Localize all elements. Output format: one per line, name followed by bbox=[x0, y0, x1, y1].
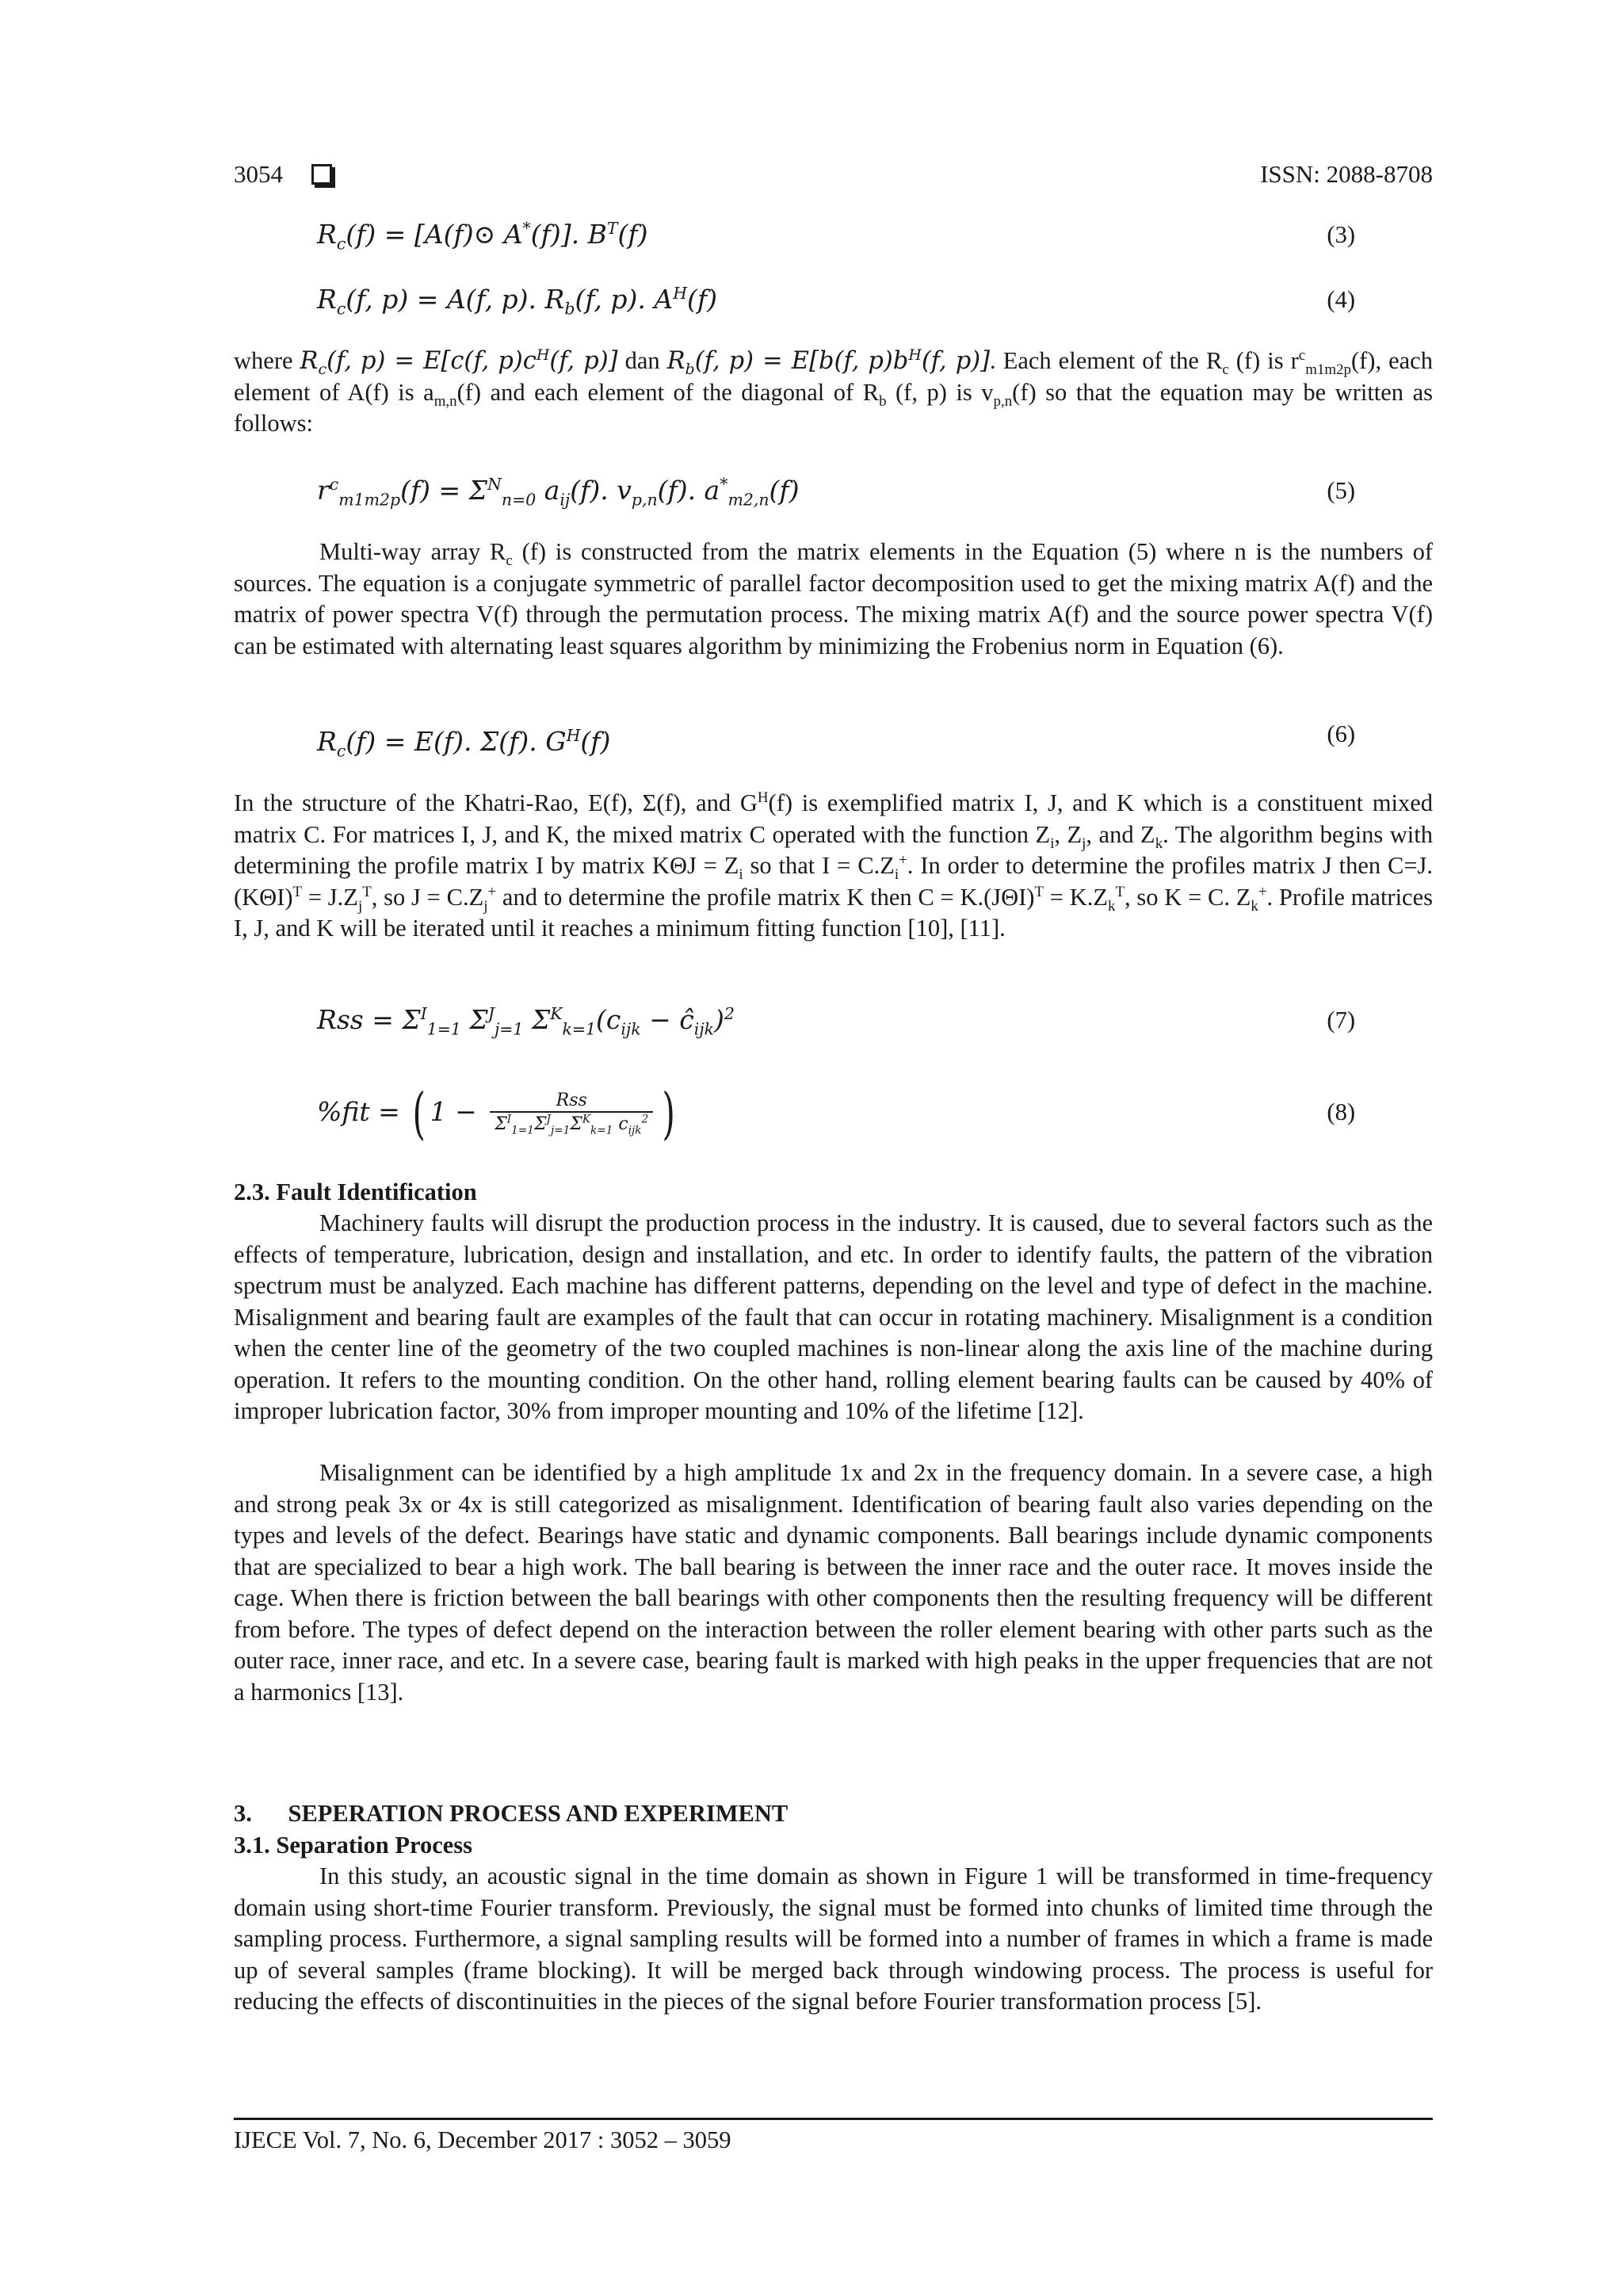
equation-7-number: (7) bbox=[1327, 1007, 1355, 1033]
khatri-rao-paragraph: In the structure of the Khatri-Rao, E(f), Σ(f), and $G^H(f)$ is exemplified matrix I, J, and K which is a constituent mixed matrix C. For matrices I, J, and K, the mixed matrix C operated with the function $Z_i$, $Z_j$, and $Z_k$. The algorithm begins with determining the profile matrix I by matrix $K\Theta J = Z_i$ so that $I = C.Z_i^+$. In order to determine the profiles matrix J then $C=J.(K\Theta I)^T = J.Z_j^T$, so $J = C.Z_j^+$ and to determine the profile matrix K then $C = K.(J\Theta I)^T = K.Z_k^T$, so K = C. $Z_k^+$. Profile matrices I, J, and K will be iterated until it reaches a minimum fitting function [10], [11]. bbox=[234, 789, 1434, 942]
equation-5: $r^c_{m1m2p}(f) = \Sigma^N_{n=0}$ $a_{ij}(f)$. $v_{p,n}(f)$. $a^*_{m2,n}(f)$ bbox=[317, 475, 800, 510]
fault-paragraph-2: Misalignment can be identified by a high amplitude 1x and 2x in the frequency domain. In a severe case, a high and strong peak 3x or 4x is still categorized as misalignment. Identification of bearing fault also varies depending on the types and levels of the defect. Bearings have static and dynamic components. Ball bearings include dynamic components that are specialized to bear a high work. The ball bearing is between the inner race and the outer race. It moves inside the cage. When there is friction between the ball bearings with other components then the resulting frequency will be different from before. The types of defect depend on the interaction between the roller element bearing with other parts such as the outer race, inner race, and etc. In a severe case, bearing fault is marked with high peaks in the upper frequencies that are not a harmonics [13]. bbox=[234, 1459, 1433, 1706]
page-number: 3054 bbox=[234, 160, 283, 188]
equation-5-number: (5) bbox=[1327, 477, 1355, 504]
equation-3: $R_c(f)$ = [A(f)⊙ A*(f)]. $B^T(f)$ bbox=[317, 219, 648, 254]
equation-4-number: (4) bbox=[1327, 286, 1355, 313]
separation-paragraph: In this study, an acoustic signal in the time domain as shown in Figure 1 will be transformed in time-frequency domain using short-time Fourier transform. Previously, the signal must be formed into chunks of limited time through the sampling process. Furthermore, a signal sampling results will be formed into a number of frames in which a frame is made up of several samples (frame blocking). It will be merged back through windowing process. The process is useful for reducing the effects of discontinuities in the pieces of the signal before Fourier transformation process [5]. bbox=[234, 1862, 1433, 2015]
footer-rule bbox=[234, 2118, 1433, 2120]
multiway-paragraph: Multi-way array $R_c$ (f) is constructed from the matrix elements in the Equation (5) where n is the numbers of sources. The equation is a conjugate symmetric of parallel factor decomposition used to get the mixing matrix A(f) and the matrix of power spectra V(f) through the permutation process. The mixing matrix A(f) and the source power spectra V(f) can be estimated with alternating least squares algorithm by minimizing the Frobenius norm in Equation (6). bbox=[234, 538, 1434, 659]
equation-4: $R_c(f$, p) = A(f, p). $R_b(f$, p). $A^H(f)$ bbox=[317, 284, 717, 319]
square-bullet-icon bbox=[311, 164, 332, 185]
equation-3-number: (3) bbox=[1327, 221, 1355, 248]
equation-8: %fit = ( 1 − $\frac{\text{Rss}}{\Sigma^I_{1=1}\Sigma^J_{j=1}\Sigma^K_{k=1} c_{ijk}^2}$ ) bbox=[317, 1081, 676, 1146]
page-header bbox=[234, 155, 1433, 193]
where-paragraph: where $R_c(f$, p) = E[c(f, $p)c^H(f$, p)] dan $R_b(f$, p) = E[b(f, $p)b^H(f$, p)]. Each element of the $R_c$ (f) is $r^c_{m1m2p}(f)$, each element of A(f) is $a_{m,n}(f)$ and each element of the diagonal of $R_b$ (f, p) is $v_{p,n}(f)$ so that the equation may be written as follows: bbox=[234, 346, 1433, 437]
fraction: $\frac{\text{Rss}}{\Sigma^I_{1=1}\Sigma^J_{j=1}\Sigma^K_{k=1} c_{ijk}^2}$ bbox=[490, 1091, 653, 1137]
section-heading-3-1: 3.1. Separation Process bbox=[234, 1832, 473, 1859]
fault-paragraph-1: Machinery faults will disrupt the production process in the industry. It is caused, due to several factors such as the effects of temperature, lubrication, design and installation, and etc. In order to identify faults, the pattern of the vibration spectrum must be analyzed. Each machine has different patterns, depending on the level and type of defect in the machine. Misalignment and bearing fault are examples of the fault that can occur in rotating machinery. Misalignment is a condition when the center line of the geometry of the two coupled machines is non-linear along the axis line of the machine during operation. It refers to the mounting condition. On the other hand, rolling element bearing faults can be caused by 40% of improper lubrication factor, 30% from improper mounting and 10% of the lifetime [12]. bbox=[234, 1209, 1433, 1424]
section-heading-2-3: 2.3. Fault Identification bbox=[234, 1179, 477, 1205]
equation-7: Rss = $\Sigma^I_{1=1}$ $\Sigma^J_{j=1}$ $\Sigma^K_{k=1}(c_{ijk}$ − $ĉ_{ijk})^2$ bbox=[317, 1004, 735, 1039]
section-heading-3: 3. SEPERATION PROCESS AND EXPERIMENT bbox=[234, 1800, 789, 1827]
equation-6: $R_c(f) = E(f)$. Σ(f). $G^H(f)$ bbox=[317, 726, 611, 761]
equation-8-number: (8) bbox=[1327, 1098, 1355, 1125]
page-footer: IJECE Vol. 7, No. 6, December 2017 : 3052 – 3059 bbox=[234, 2126, 731, 2153]
equation-6-number: (6) bbox=[1327, 720, 1355, 747]
issn: ISSN: 2088-8708 bbox=[1260, 160, 1433, 188]
